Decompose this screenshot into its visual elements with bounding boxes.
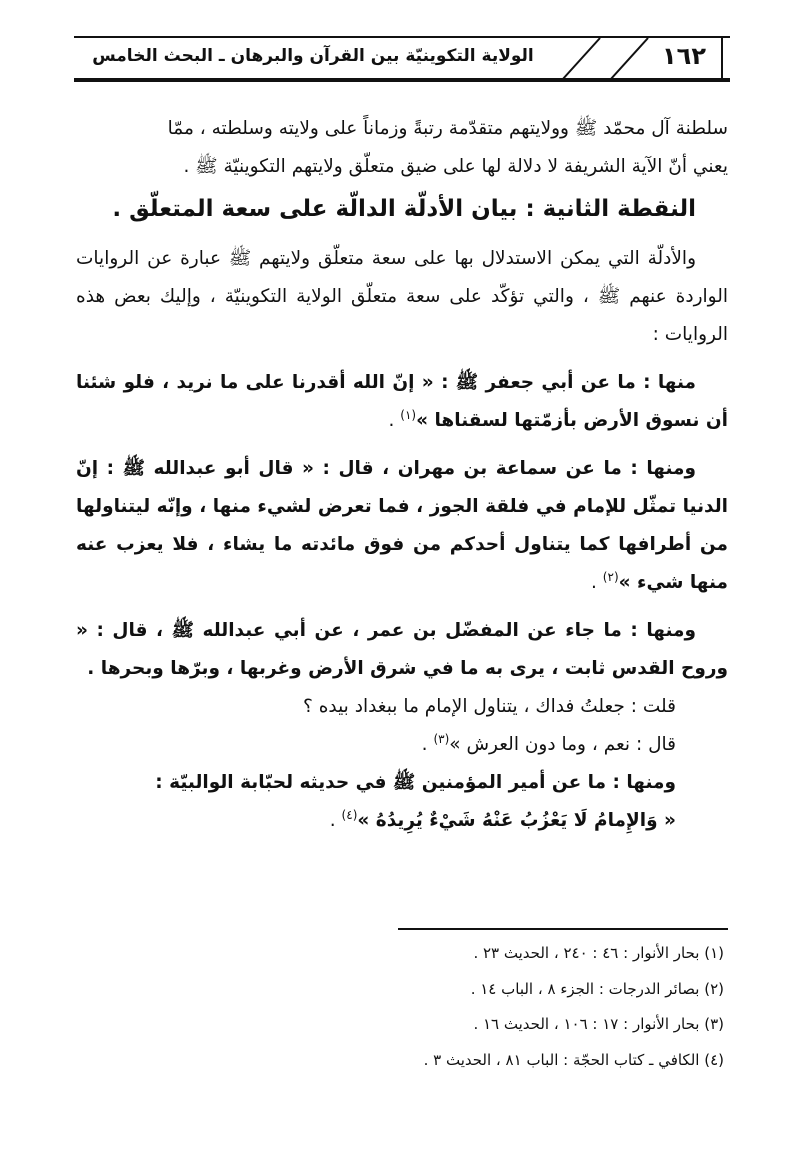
narration-lead: ومنها : ما عن أمير المؤمنين ﷺ في حديثه لحبّابة الوالبيّة : <box>155 772 676 793</box>
text-line: يعني أنّ الآية الشريفة لا دلالة لها على ضيق متعلّق ولايتهم التكوينيّة ﷺ . <box>183 156 728 177</box>
footnote-separator <box>398 928 728 930</box>
text-line: سلطنة آل محمّد ﷺ وولايتهم متقدّمة رتبةً وزماناً على ولايته وسلطته ، ممّا <box>167 118 728 139</box>
narration-lead: منها : ما عن أبي جعفر ﷺ : <box>433 372 696 393</box>
answer-text: قال : نعم ، وما دون العرش » <box>449 734 676 755</box>
period: . <box>421 734 428 755</box>
period: . <box>329 810 336 831</box>
main-text <box>76 110 728 840</box>
narration-quote: « قال أبو عبدالله ﷺ : إنّ الدنيا تمثّل للإمام في فلقة الجوز ، فما تعرض لشيء منها ، وإنّه ليتناولها من أطرافها كما يتناول أحدكم من فوق مائدته ما يشاء ، فلا يعزب عنه منها شيء » <box>76 458 728 593</box>
section-heading: النقطة الثانية : بيان الأدلّة الدالّة على سعة المتعلّق . <box>112 196 696 222</box>
narration-quote: « إنّ الله أقدرنا على ما نريد ، فلو شئنا أن نسوق الأرض بأزمّتها لسقناها » <box>76 372 728 431</box>
narration-lead: ومنها : ما عن سماعة بن مهران ، قال : <box>314 458 697 479</box>
footnote-ref: (١) <box>400 407 417 422</box>
narration-lead: ومنها : ما جاء عن المفضّل بن عمر ، عن أبي عبدالله ﷺ ، قال : <box>87 620 696 641</box>
narration-question: قلت : جعلتُ فداك ، يتناول الإمام ما ببغداد بيده ؟ <box>303 696 676 717</box>
page-number: ١٦٢ <box>662 42 706 70</box>
page-header <box>74 36 730 82</box>
header-bottom-rule <box>74 78 730 82</box>
footnote-1: (١) بحار الأنوار : ٤٦ : ٢٤٠ ، الحديث ٢٣ . <box>473 944 724 962</box>
narration-4-quote <box>76 802 728 840</box>
footnote-ref: (٤) <box>341 807 358 822</box>
footnote-2: (٢) بصائر الدرجات : الجزء ٨ ، الباب ١٤ . <box>470 979 724 998</box>
period: . <box>388 410 395 431</box>
footnote-4: (٤) الكافي ـ كتاب الحجّة : الباب ٨١ ، الحديث ٣ . <box>423 1050 724 1069</box>
narration-1 <box>76 364 728 440</box>
footnote-ref: (٢) <box>602 569 619 584</box>
paragraph-evidence-intro: والأدلّة التي يمكن الاستدلال بها على سعة متعلّق ولايتهم ﷺ عبارة عن الروايات الواردة عنهم ﷺ ، والتي تؤكّد على سعة متعلّق الولاية التكوينيّة ، وإليك بعض هذه الروايات : <box>76 248 728 345</box>
narration-2 <box>76 450 728 602</box>
narration-quote: « وروح القدس ثابت ، يرى به ما في شرق الأرض وغربها ، وبرّها وبحرها . <box>76 620 728 679</box>
narration-quote: « وَالإِمامُ لَا يَعْزُبُ عَنْهُ شَيْءٌ يُرِيدُهُ » <box>357 810 676 831</box>
narration-3 <box>76 612 728 688</box>
narration-answer <box>76 726 728 764</box>
footnote-ref: (٣) <box>433 731 450 746</box>
footnotes <box>76 944 726 1086</box>
narration-4 <box>76 764 728 802</box>
footnote-3: (٣) بحار الأنوار : ١٧ : ١٠٦ ، الحديث ١٦ . <box>473 1015 724 1033</box>
period: . <box>591 572 597 593</box>
running-title: الولاية التكوينيّة بين القرآن والبرهان ـ البحث الخامس <box>92 46 534 66</box>
paragraph-continued <box>76 110 728 186</box>
